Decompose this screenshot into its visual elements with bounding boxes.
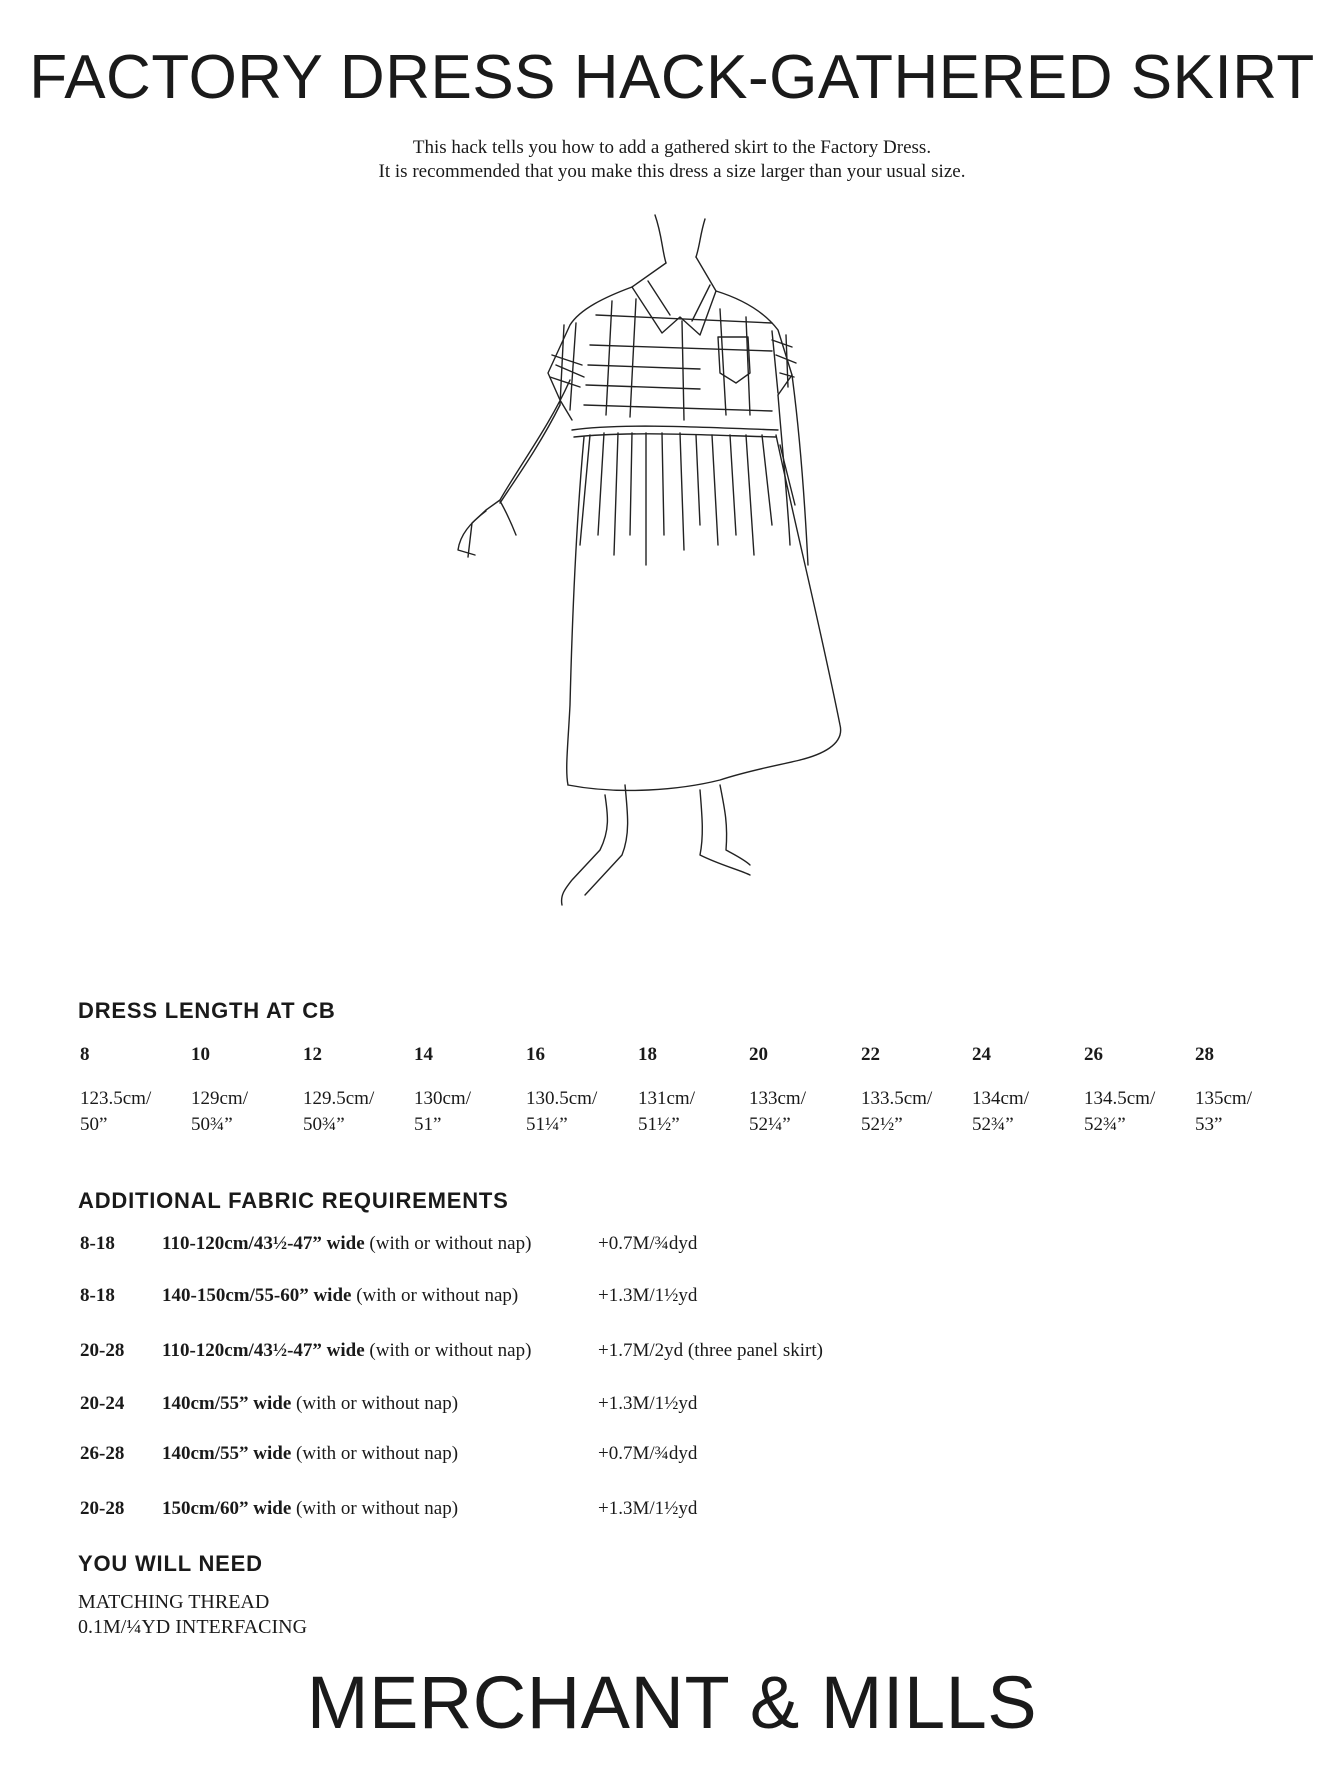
length-value: 134.5cm/ 52¾” <box>1084 1088 1156 1135</box>
intro-line-1: This hack tells you how to add a gathered skirt to the Factory Dress. <box>412 137 932 158</box>
size-label: 10 <box>191 1044 210 1065</box>
size-label: 26 <box>1084 1044 1103 1065</box>
page-title: FACTORY DRESS HACK-GATHERED SKIRT <box>29 43 1315 112</box>
intro-text <box>0 136 1344 184</box>
size-label: 8 <box>80 1044 90 1065</box>
size-label: 22 <box>861 1044 880 1065</box>
length-value: 133.5cm/ 52½” <box>861 1088 933 1135</box>
size-label: 24 <box>972 1044 991 1065</box>
dress-length-heading: DRESS LENGTH AT CB <box>78 998 336 1023</box>
length-value: 130.5cm/ 51¼” <box>526 1088 598 1135</box>
size-label: 28 <box>1195 1044 1214 1065</box>
size-label: 16 <box>526 1044 545 1065</box>
length-value: 129cm/ 50¾” <box>191 1088 248 1135</box>
intro-line-2: It is recommended that you make this dress a size larger than your usual size. <box>378 161 966 182</box>
length-value: 135cm/ 53” <box>1195 1088 1252 1135</box>
size-label: 12 <box>303 1044 322 1065</box>
size-label: 18 <box>638 1044 657 1065</box>
you-will-need-heading: YOU WILL NEED <box>78 1551 263 1576</box>
need-item-thread: MATCHING THREAD <box>78 1591 270 1613</box>
length-value: 134cm/ 52¾” <box>972 1088 1029 1135</box>
size-label: 14 <box>414 1044 433 1065</box>
dress-illustration <box>400 205 880 1025</box>
length-value: 133cm/ 52¼” <box>749 1088 806 1135</box>
length-value: 130cm/ 51” <box>414 1088 471 1135</box>
fabric-requirements-heading: ADDITIONAL FABRIC REQUIREMENTS <box>78 1188 509 1213</box>
length-value: 123.5cm/ 50” <box>80 1088 152 1135</box>
size-label: 20 <box>749 1044 768 1065</box>
need-item-interfacing: 0.1M/¼YD INTERFACING <box>78 1616 308 1638</box>
length-value: 131cm/ 51½” <box>638 1088 695 1135</box>
brand-footer: MERCHANT & MILLS <box>306 1661 1038 1744</box>
length-value: 129.5cm/ 50¾” <box>303 1088 375 1135</box>
